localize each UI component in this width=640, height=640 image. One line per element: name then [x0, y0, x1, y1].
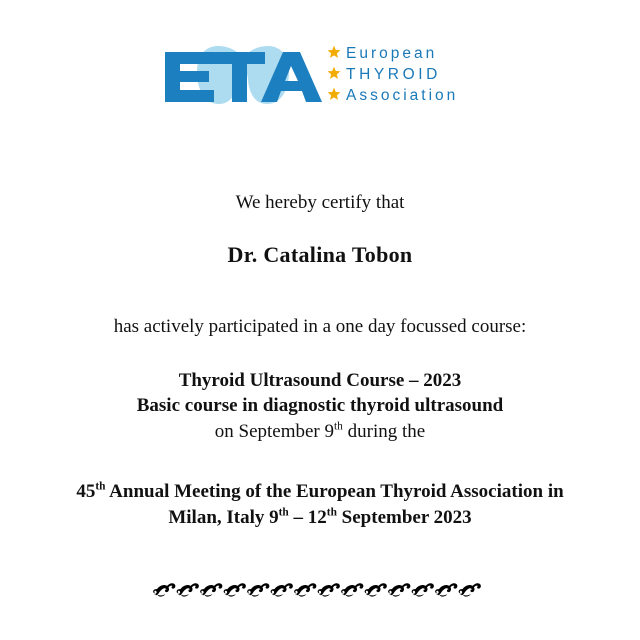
flourish-glyph	[271, 584, 293, 597]
meeting-month-year: September 2023	[336, 507, 472, 529]
flourish-glyph	[224, 584, 246, 597]
meeting-details	[76, 479, 563, 531]
eta-logo	[155, 30, 485, 116]
flourish-glyph	[341, 584, 363, 597]
course-subtitle: Basic course in diagnostic thyroid ultrasound	[136, 395, 504, 417]
course-date-ordinal: th	[334, 420, 343, 433]
flourish-glyph	[365, 584, 387, 597]
star-icon	[327, 66, 341, 84]
eta-wordmark-text-association: Association	[346, 87, 459, 105]
course-date-prefix: on September	[214, 421, 325, 443]
meeting-line-2	[76, 505, 563, 531]
flourish-glyph	[247, 584, 269, 597]
participation-text: has actively participated in a one day focussed course:	[113, 316, 527, 337]
meeting-date-dash: –	[288, 507, 308, 529]
certify-intro-text: We hereby certify that	[235, 192, 405, 213]
flourish-glyph	[318, 584, 340, 597]
eta-wordmark-text-european: European	[346, 45, 438, 63]
meeting-city: Milan, Italy	[168, 507, 270, 529]
course-date	[137, 419, 504, 445]
flourish-glyph	[388, 584, 410, 597]
meeting-title-text: Annual Meeting of the European Thyroid Association in	[105, 480, 564, 502]
flourish-glyph	[294, 584, 316, 597]
eta-logomark-svg	[155, 30, 323, 116]
flourish-glyph	[435, 584, 457, 597]
course-title: Thyroid Ultrasound Course – 2023	[178, 370, 462, 391]
meeting-day-start-ordinal: th	[278, 506, 289, 519]
flourish-glyph	[200, 584, 222, 597]
recipient-name: Dr. Catalina Tobon	[227, 242, 413, 267]
eta-wordmark-line-1	[327, 44, 458, 65]
eta-wordmark-line-2	[327, 65, 458, 86]
eta-wordmark-line-3	[327, 86, 458, 107]
meeting-day-end-ordinal: th	[326, 506, 337, 519]
flourish-glyph	[412, 584, 434, 597]
meeting-number-ordinal: th	[95, 480, 106, 493]
star-icon	[327, 45, 341, 63]
flourish-glyph	[459, 584, 481, 597]
eta-logomark	[155, 30, 323, 116]
flourish-glyph	[177, 584, 199, 597]
course-details	[137, 368, 504, 445]
eta-wordmark-text-thyroid: THYROID	[346, 66, 441, 84]
meeting-day-end: 12	[307, 507, 327, 529]
course-date-day: 9	[324, 421, 335, 443]
eta-wordmark	[327, 32, 458, 114]
star-icon	[327, 87, 341, 105]
flourish-divider-svg	[150, 577, 490, 603]
meeting-line-1	[76, 479, 563, 505]
flourish-glyph	[153, 584, 175, 597]
flourish-divider	[150, 577, 490, 603]
course-date-suffix: during the	[342, 421, 426, 443]
meeting-number: 45	[76, 480, 96, 502]
eta-letters-icon	[165, 52, 322, 102]
meeting-day-start: 9	[269, 507, 279, 529]
